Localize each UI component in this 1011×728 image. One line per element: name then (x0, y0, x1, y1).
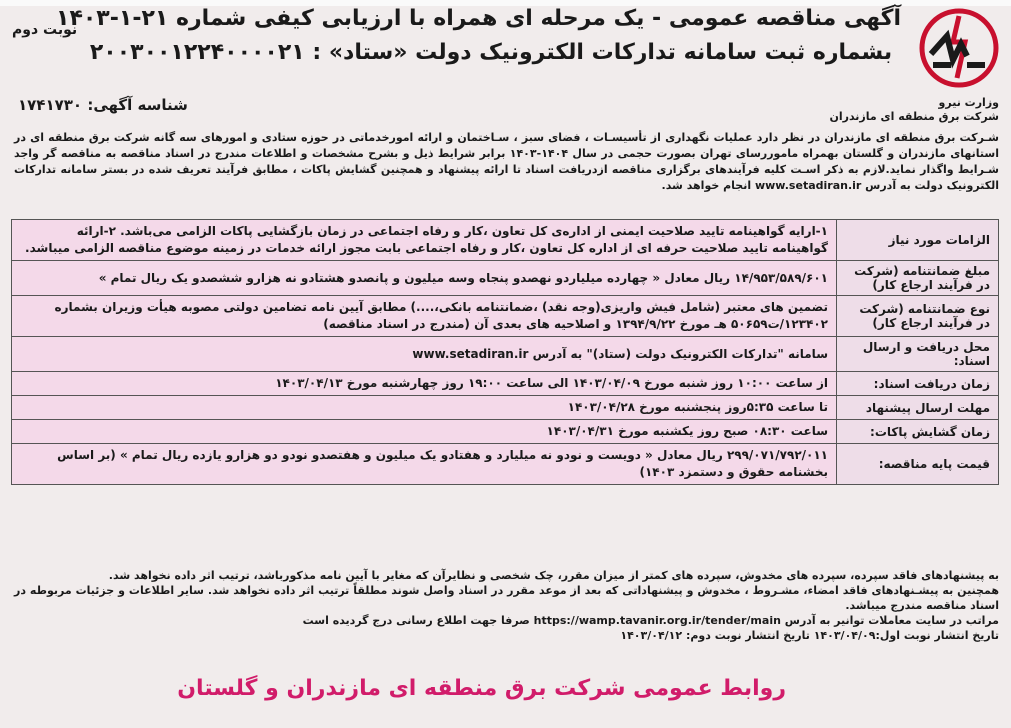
note-line: به پیشنهادهای فاقد سپرده، سپرده های مخدوش، سپرده های کمتر از میزان مقرر، چک شخصی و نظایرآن که مغایر با آیین نامه مذکورباشد، ترتیب اثر داده نخواهد شد. (108, 569, 999, 582)
table-row (12, 444, 999, 485)
ad-identifier: شناسه آگهی: ۱۷۴۱۷۳۰ (18, 96, 188, 114)
company-name: شرکت برق منطقه ای مازندران (829, 110, 999, 123)
tender-details-table (11, 219, 999, 485)
table-row (12, 261, 999, 296)
tavanir-link[interactable]: https://wamp.tavanir.org.ir/tender/main (533, 614, 781, 627)
table-row (12, 337, 999, 372)
setad-link[interactable]: www.setadiran.ir (754, 179, 862, 192)
table-row (12, 296, 999, 337)
row-value: از ساعت ۱۰:۰۰ روز شنبه مورخ ۱۴۰۳/۰۴/۰۹ الی ساعت ۱۹:۰۰ روز چهارشنبه مورخ ۱۴۰۳/۰۴/۱۳ (12, 372, 837, 396)
note-line: همچنین به پیشـنهادهای فاقد امضاء، مشـروط ، مخدوش و پیشنهاداتی که بعد از موعد مقرر در اسناد واصل شوند مطلقاً ترتیب اثر داده نخواهد شد. سایر اطلاعات و جزئیات مربوطه در اسناد مناقصه مندرج میباشد. (14, 584, 999, 612)
note-line (14, 613, 999, 628)
row-label: مبلغ ضمانتنامه (شرکت در فرآیند ارجاع کار) (837, 261, 999, 296)
note-text: صرفا جهت اطلاع رسانی درج گردیده است (302, 614, 530, 627)
row-value: ۲۹۹/۰۷۱/۷۹۲/۰۱۱ ریال معادل « دویست و نودو نه میلیارد و هفتادو یک میلیون و هفتصدو نودو دو هزارو یازده ریال تمام » (بر اساس بخشنامه حقوق و دستمزد ۱۴۰۳) (12, 444, 837, 485)
tavanir-power-logo-icon (919, 8, 999, 88)
row-value: سامانه "تدارکات الکترونیک دولت (ستاد)" به آدرس www.setadiran.ir (12, 337, 837, 372)
intro-text: شـرکت برق منطقه ای مازندران در نظر دارد عملیات نگهداری از تأسیسـات ، فضای سبز ، سـاختمان و ارائه امورخدماتی در حوزه ستادی و امورهای سه گانه شرکت برق منطقه ای در استانهای مازندران و گلستان بهمراه ماموررسای تهران بصورت حجمی در سال ۱۴۰۴-۱۴۰۳ برابر شرایط ذیل و بشرح مشخصات و اطلاعات مندرج در اسناد مناقصه به مناقصه گر واجد شـرایط واگذار نماید.لازم به ذکر اسـت کلیه فرآیندهای برگزاری مناقصه ازدریافت اسناد تا ارائه پیشنهاد و همچنین گشایش پاکات ، مطابق فرآیند تعریف شده در بستر سامانه تدارکات الکترونیک دولت به آدرس (14, 131, 1000, 192)
row-label: زمان دریافت اسناد: (837, 372, 999, 396)
round-badge: نوبت دوم (12, 22, 78, 38)
note-text: مراتب در سایت معاملات توانیر به آدرس (784, 614, 999, 627)
row-value: تضمین های معتبر (شامل فیش واریزی(وجه نقد) ،ضمانتنامه بانکی،....) مطابق آیین نامه تضامین دولتی مصوبه هیأت وزیران بشماره ۱۲۳۴۰۲/ت۵۰۶۵۹ هـ مورخ ۱۳۹۴/۹/۲۲ و اصلاحیه های بعدی آن (مندرج در اسناد مناقصه) (12, 296, 837, 337)
row-value: ۱-ارایه گواهینامه تایید صلاحیت ایمنی از اداره‌ی کل تعاون ،کار و رفاه اجتماعی در زمان بازگشایی پاکات الزامی می‌باشد. ۲-ارائه گواهینامه تایید صلاحیت حرفه ای از اداره کل تعاون ،کار و رفاه اجتماعی بابت مجوز ارائه خدمات در زمینه موضوع مناقصه الزامی میباشد. (12, 220, 837, 261)
row-value: ساعت ۰۸:۳۰ صبح روز یکشنبه مورخ ۱۴۰۳/۰۴/۳۱ (12, 420, 837, 444)
ministry-name: وزارت نیرو (938, 96, 999, 109)
registration-number: بشماره ثبت سامانه تدارکات الکترونیک دولت «ستاد» : ۲۰۰۳۰۰۱۲۲۴۰۰۰۰۲۱ (89, 40, 893, 65)
table-row (12, 420, 999, 444)
row-label: قیمت پایه مناقصه: (837, 444, 999, 485)
intro-text-end: انجام خواهد شد. (661, 179, 752, 192)
table-row (12, 220, 999, 261)
row-label: زمان گشایش پاکات: (837, 420, 999, 444)
row-value: ۱۴/۹۵۳/۵۸۹/۶۰۱ ریال معادل « چهارده میلیاردو نهصدو پنجاه وسه میلیون و پانصدو هشتادو نه هزارو ششصدو یک ریال تمام » (12, 261, 837, 296)
row-label: نوع ضمانتنامه (شرکت در فرآیند ارجاع کار) (837, 296, 999, 337)
table-row (12, 396, 999, 420)
row-label: محل دریافت و ارسال اسناد: (837, 337, 999, 372)
row-label: الزامات مورد نیاز (837, 220, 999, 261)
publish-dates: تاریخ انتشار نوبت اول:۱۴۰۳/۰۴/۰۹ تاریخ انتشار نوبت دوم: ۱۴۰۳/۰۴/۱۲ (620, 629, 999, 642)
row-label: مهلت ارسال پیشنهاد (837, 396, 999, 420)
notice-title: آگهی مناقصه عمومی - یک مرحله ای همراه با ارزیابی کیفی شماره ۲۱-۱-۱۴۰۳ (56, 6, 901, 31)
public-relations-signature: روابط عمومی شرکت برق منطقه ای مازندران و گلستان (177, 676, 786, 701)
row-value: تا ساعت ۵:۳۵روز پنجشنبه مورخ ۱۴۰۳/۰۴/۲۸ (12, 396, 837, 420)
issuer-block (829, 96, 999, 124)
intro-paragraph (14, 130, 999, 194)
notes-section (14, 568, 999, 643)
table-row (12, 372, 999, 396)
